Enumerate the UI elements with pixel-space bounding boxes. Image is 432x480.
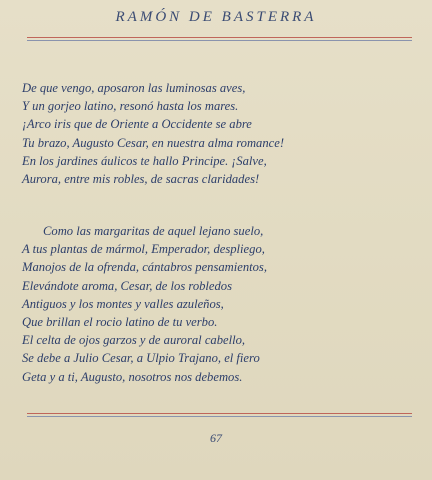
verse-line: En los jardines áulicos te hallo Principe. ¡Salve, <box>22 153 267 168</box>
top-double-rule <box>27 37 412 41</box>
page-number: 67 <box>210 431 222 445</box>
bottom-rule-blue-line <box>27 416 412 417</box>
verse-line: Como las margaritas de aquel lejano suelo, <box>43 224 264 238</box>
verse-line: El celta de ojos garzos y de auroral cabello, <box>22 333 246 348</box>
verse-line: De que vengo, aposaron las luminosas aves, <box>22 81 246 95</box>
verse-line: Tu brazo, Augusto Cesar, en nuestra alma romance! <box>22 135 285 150</box>
bottom-double-rule <box>27 413 412 417</box>
verse-line: Antiguos y los montes y valles azuleños, <box>22 296 224 311</box>
verse-line: Se debe a Julio Cesar, a Ulpio Trajano, el fiero <box>22 351 260 366</box>
stanza-2 <box>22 222 422 386</box>
verse-line: Manojos de la ofrenda, cántabros pensamientos, <box>22 260 267 275</box>
verse-line: A tus plantas de mármol, Emperador, despliego, <box>22 242 265 257</box>
verse-line: Aurora, entre mis robles, de sacras claridades! <box>22 172 260 187</box>
bottom-rule-red-line <box>27 413 412 414</box>
stanza-1 <box>22 79 422 188</box>
top-rule-blue-line <box>27 40 412 41</box>
verse-line: Y un gorjeo latino, resonó hasta los mares. <box>22 99 239 114</box>
verse-line: ¡Arco iris que de Oriente a Occidente se abre <box>22 117 252 132</box>
verse-line: Elevándote aroma, Cesar, de los robledos <box>22 278 232 293</box>
running-title: RAMÓN DE BASTERRA <box>115 9 317 25</box>
top-rule-red-line <box>27 37 412 38</box>
verse-line: Que brillan el rocio latino de tu verbo. <box>22 315 218 330</box>
verse-line: Geta y a ti, Augusto, nosotros nos debemos. <box>22 369 243 384</box>
